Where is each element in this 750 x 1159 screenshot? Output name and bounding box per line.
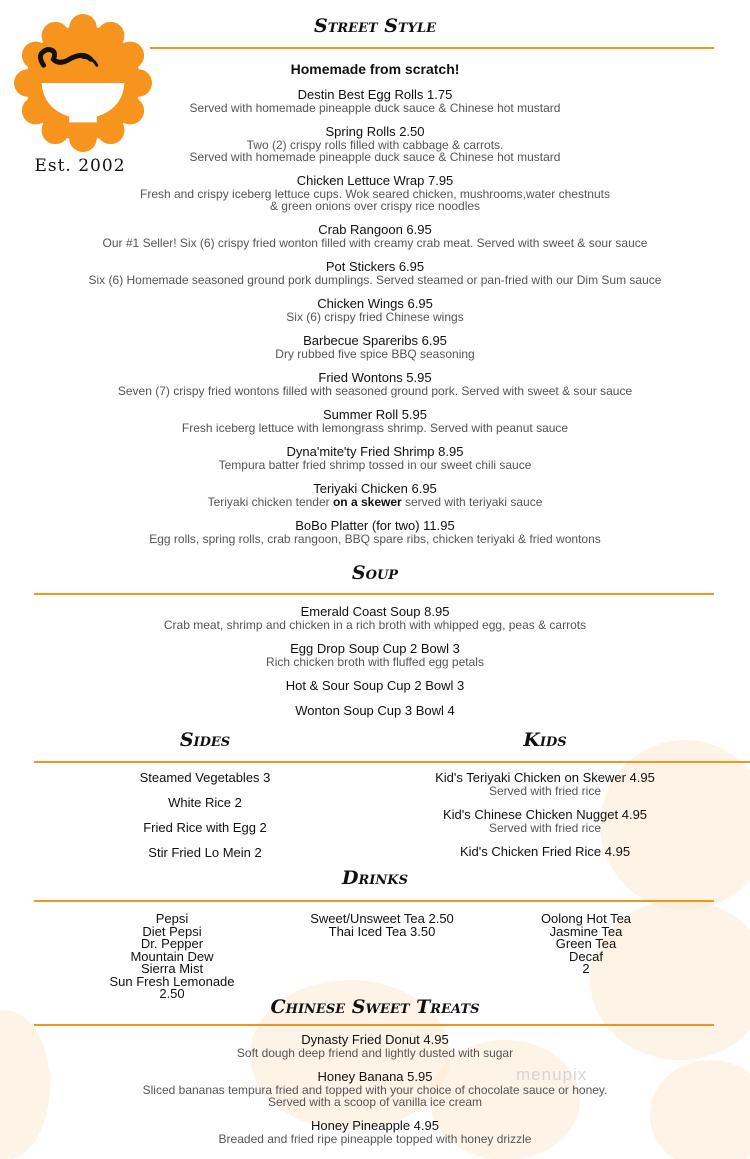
menu-item xyxy=(0,519,750,545)
side-item: White Rice 2 xyxy=(168,795,242,810)
item-description: Served with fried rice xyxy=(488,821,602,835)
item-description: Dry rubbed five spice BBQ seasoning xyxy=(275,347,475,361)
menu-item xyxy=(0,260,750,286)
item-description: Our #1 Seller! Six (6) crispy fried wonton filled with creamy crab meat. Served with sweet & sour sauce xyxy=(102,236,648,250)
item-description: Two (2) crispy rolls filled with cabbage & carrots. xyxy=(246,138,504,152)
item-name: Honey Banana 5.95 xyxy=(317,1069,433,1084)
soup-divider xyxy=(34,593,714,595)
item-name: Wonton Soup Cup 3 Bowl 4 xyxy=(295,703,455,718)
street-style-divider xyxy=(150,47,714,49)
item-name: Emerald Coast Soup 8.95 xyxy=(300,604,450,619)
menu-item xyxy=(0,371,750,397)
item-description: & green onions over crispy rice noodles xyxy=(269,199,481,213)
drink-item: Mountain Dew xyxy=(130,948,214,964)
drink-item: Dr. Pepper xyxy=(140,936,204,951)
item-description: Sliced bananas tempura fried and topped with your choice of chocolate sauce or honey. xyxy=(142,1083,608,1097)
drinks-column-sodas xyxy=(72,913,272,1001)
soup-item xyxy=(0,704,750,718)
item-name: Honey Pineapple 4.95 xyxy=(311,1118,439,1133)
item-name: Spring Rolls 2.50 xyxy=(325,124,425,139)
kids-item xyxy=(395,808,695,834)
drink-item: Thai Iced Tea 3.50 xyxy=(328,923,436,939)
menu-item xyxy=(0,482,750,508)
item-description: Served with homemade pineapple duck sauce & Chinese hot mustard xyxy=(189,150,561,164)
menu-item xyxy=(0,174,750,212)
item-description: Soft dough deep friend and lightly dusted with sugar xyxy=(236,1046,514,1060)
item-name: Summer Roll 5.95 xyxy=(322,407,428,422)
treats-divider xyxy=(34,1024,714,1026)
item-name: Dyna'mite'ty Fried Shrimp 8.95 xyxy=(286,444,464,459)
drink-item: 2 xyxy=(582,961,590,976)
treat-item xyxy=(0,1119,750,1145)
item-name: Pot Stickers 6.95 xyxy=(325,259,425,274)
drink-item: Sweet/Unsweet Tea 2.50 xyxy=(310,911,454,926)
emphasis-text: on a skewer xyxy=(332,495,402,509)
item-description: Rich chicken broth with fluffed egg petals xyxy=(266,655,484,669)
item-description: Crab meat, shrimp and chicken in a rich broth with whipped egg, peas & carrots xyxy=(163,618,587,632)
item-description xyxy=(0,496,750,508)
drink-item: Sun Fresh Lemonade xyxy=(109,973,235,989)
drink-item: Oolong Hot Tea xyxy=(540,911,632,926)
item-name: Chicken Wings 6.95 xyxy=(317,296,433,311)
item-description: Six (6) crispy fried Chinese wings xyxy=(286,310,464,324)
drink-item: Diet Pepsi xyxy=(142,923,202,939)
description-part: served with teriyaki sauce xyxy=(401,495,543,509)
item-description: Served with fried rice xyxy=(488,784,602,798)
drink-item: Green Tea xyxy=(555,936,617,951)
kids-item xyxy=(395,845,695,859)
soup-item xyxy=(0,642,750,668)
item-name: Kid's Teriyaki Chicken on Skewer 4.95 xyxy=(435,770,655,785)
menu-item xyxy=(0,88,750,114)
street-style-title: Street Style xyxy=(313,15,437,37)
drink-item: Decaf xyxy=(569,948,603,964)
item-description: Served with homemade pineapple duck sauce & Chinese hot mustard xyxy=(189,101,561,115)
soup-item xyxy=(0,605,750,631)
drink-item: Sierra Mist xyxy=(140,961,204,976)
item-description: Tempura batter fried shrimp tossed in our sweet chili sauce xyxy=(218,458,532,472)
item-name: BoBo Platter (for two) 11.95 xyxy=(295,518,455,533)
established-year: Est. 2002 xyxy=(34,156,126,176)
item-description: Seven (7) crispy fried wontons filled with seasoned ground pork. Served with sweet & sour sauce xyxy=(117,384,633,398)
item-description: Served with a scoop of vanilla ice cream xyxy=(267,1095,483,1109)
soup-title: Soup xyxy=(351,562,399,584)
item-description: Breaded and fried ripe pineapple topped with honey drizzle xyxy=(218,1132,532,1146)
kids-title: Kids xyxy=(523,729,567,751)
item-description: Six (6) Homemade seasoned ground pork dumplings. Served steamed or pan-fried with our Dim Sum sauce xyxy=(88,273,662,287)
treat-item xyxy=(0,1033,750,1059)
menu-item xyxy=(0,445,750,471)
soup-item xyxy=(0,679,750,693)
sides-kids-divider xyxy=(34,761,750,763)
item-name: Hot & Sour Soup Cup 2 Bowl 3 xyxy=(285,678,465,693)
item-name: Barbecue Spareribs 6.95 xyxy=(303,333,447,348)
menu-item xyxy=(0,408,750,434)
kids-item xyxy=(395,771,695,797)
menu-item xyxy=(0,334,750,360)
item-description: Fresh iceberg lettuce with lemongrass shrimp. Served with peanut sauce xyxy=(181,421,569,435)
description-part: Teriyaki chicken tender xyxy=(207,495,333,509)
item-name: Chicken Lettuce Wrap 7.95 xyxy=(296,173,454,188)
side-item: Stir Fried Lo Mein 2 xyxy=(148,845,262,860)
drink-item: Pepsi xyxy=(155,911,189,926)
item-name: Fried Wontons 5.95 xyxy=(318,370,432,385)
menu-item xyxy=(0,223,750,249)
item-name: Crab Rangoon 6.95 xyxy=(318,222,432,237)
item-description: Egg rolls, spring rolls, crab rangoon, BBQ spare ribs, chicken teriyaki & fried wontons xyxy=(149,532,601,546)
drinks-column-hot-tea xyxy=(486,913,686,976)
drink-item: 2.50 xyxy=(159,986,185,1001)
menu-item xyxy=(0,125,750,163)
drinks-column-tea xyxy=(282,913,482,938)
item-name: Kid's Chicken Fried Rice 4.95 xyxy=(459,844,631,859)
drinks-divider xyxy=(34,900,714,902)
item-name: Teriyaki Chicken 6.95 xyxy=(313,481,437,496)
item-description: Fresh and crispy iceberg lettuce cups. Wok seared chicken, mushrooms,water chestnuts xyxy=(140,187,610,201)
item-name: Egg Drop Soup Cup 2 Bowl 3 xyxy=(290,641,460,656)
drinks-title: Drinks xyxy=(342,867,408,889)
side-item: Fried Rice with Egg 2 xyxy=(143,820,267,835)
treats-title: Chinese Sweet Treats xyxy=(270,996,480,1018)
watermark: menupix xyxy=(516,1065,588,1084)
side-item: Steamed Vegetables 3 xyxy=(139,770,271,785)
drink-item: Jasmine Tea xyxy=(549,923,623,939)
treat-item xyxy=(0,1070,750,1108)
street-style-tagline: Homemade from scratch! xyxy=(290,61,460,77)
sides-title: Sides xyxy=(179,729,231,751)
item-name: Destin Best Egg Rolls 1.75 xyxy=(297,87,453,102)
menu-item xyxy=(0,297,750,323)
item-name: Kid's Chinese Chicken Nugget 4.95 xyxy=(442,807,648,822)
item-name: Dynasty Fried Donut 4.95 xyxy=(301,1032,449,1047)
